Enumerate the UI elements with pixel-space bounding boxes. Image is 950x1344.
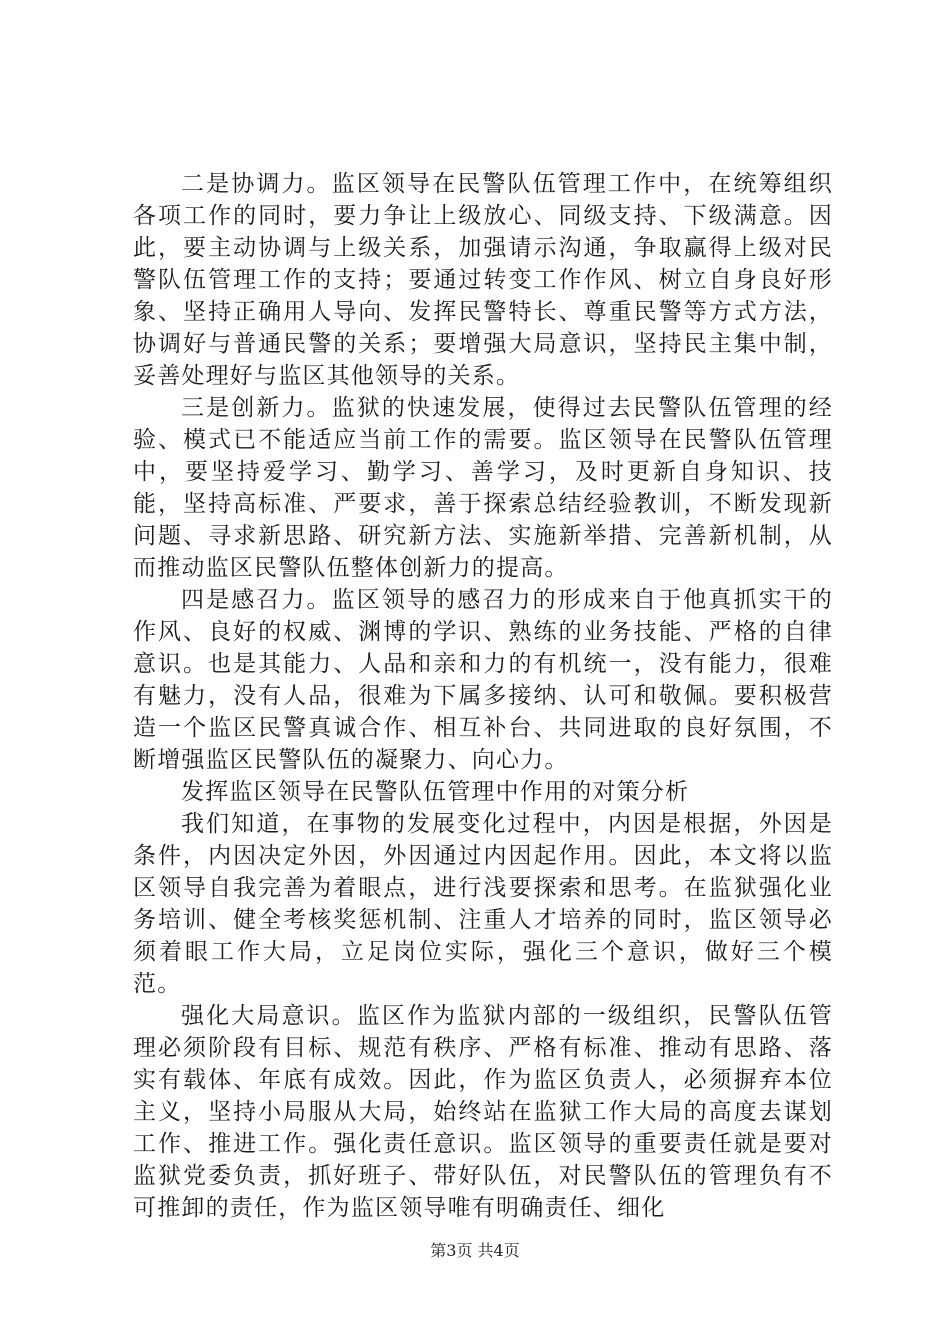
paragraph-overall-awareness: 强化大局意识。监区作为监狱内部的一级组织，民警队伍管理必须阶段有目标、规范有秩序、严格有标准、推动有思路、落实有载体、年底有成效。因此，作为监区负责人，必须摒弃本位主义，坚持小局服从大局，始终站在监狱工作大局的高度去谋划工作、推进工作。强化责任意识。监区领导的重要责任就是要对监狱党委负责，抓好班子、带好队伍，对民警队伍的管理负有不可推卸的责任，作为监区领导唯有明确责任、细化 <box>133 1003 833 1221</box>
page-footer: 第3页 共4页 <box>430 1241 520 1260</box>
paragraph-causes: 我们知道，在事物的发展变化过程中，内因是根据，外因是条件，内因决定外因，外因通过内因起作用。因此，本文将以监区领导自我完善为着眼点，进行浅要探索和思考。在监狱强化业务培训、健全考核奖惩机制、注重人才培养的同时，监区领导必须着眼工作大局，立足岗位实际，强化三个意识，做好三个模范。 <box>133 811 833 997</box>
paragraph-coordination: 二是协调力。监区领导在民警队伍管理工作中，在统筹组织各项工作的同时，要力争让上级放心、同级支持、下级满意。因此，要主动协调与上级关系，加强请示沟通，争取赢得上级对民警队伍管理工作的支持；要通过转变工作作风、树立自身良好形象、坚持正确用人导向、发挥民警特长、尊重民警等方式方法，协调好与普通民警的关系；要增强大局意识，坚持民主集中制，妥善处理好与监区其他领导的关系。 <box>133 171 833 389</box>
section-heading: 发挥监区领导在民警队伍管理中作用的对策分析 <box>181 779 690 805</box>
paragraph-innovation: 三是创新力。监狱的快速发展，使得过去民警队伍管理的经验、模式已不能适应当前工作的需要。监区领导在民警队伍管理中，要坚持爱学习、勤学习、善学习，及时更新自身知识、技能，坚持高标准、严要求，善于探索总结经验教训，不断发现新问题、寻求新思路、研究新方法、实施新举措、完善新机制，从而推动监区民警队伍整体创新力的提高。 <box>133 395 833 581</box>
paragraph-appeal: 四是感召力。监区领导的感召力的形成来自于他真抓实干的作风、良好的权威、渊博的学识、熟练的业务技能、严格的自律意识。也是其能力、人品和亲和力的有机统一，没有能力，很难有魅力，没有人品，很难为下属多接纳、认可和敬佩。要积极营造一个监区民警真诚合作、相互补台、共同进取的良好氛围，不断增强监区民警队伍的凝聚力、向心力。 <box>133 587 833 773</box>
document-body <box>133 168 833 1224</box>
